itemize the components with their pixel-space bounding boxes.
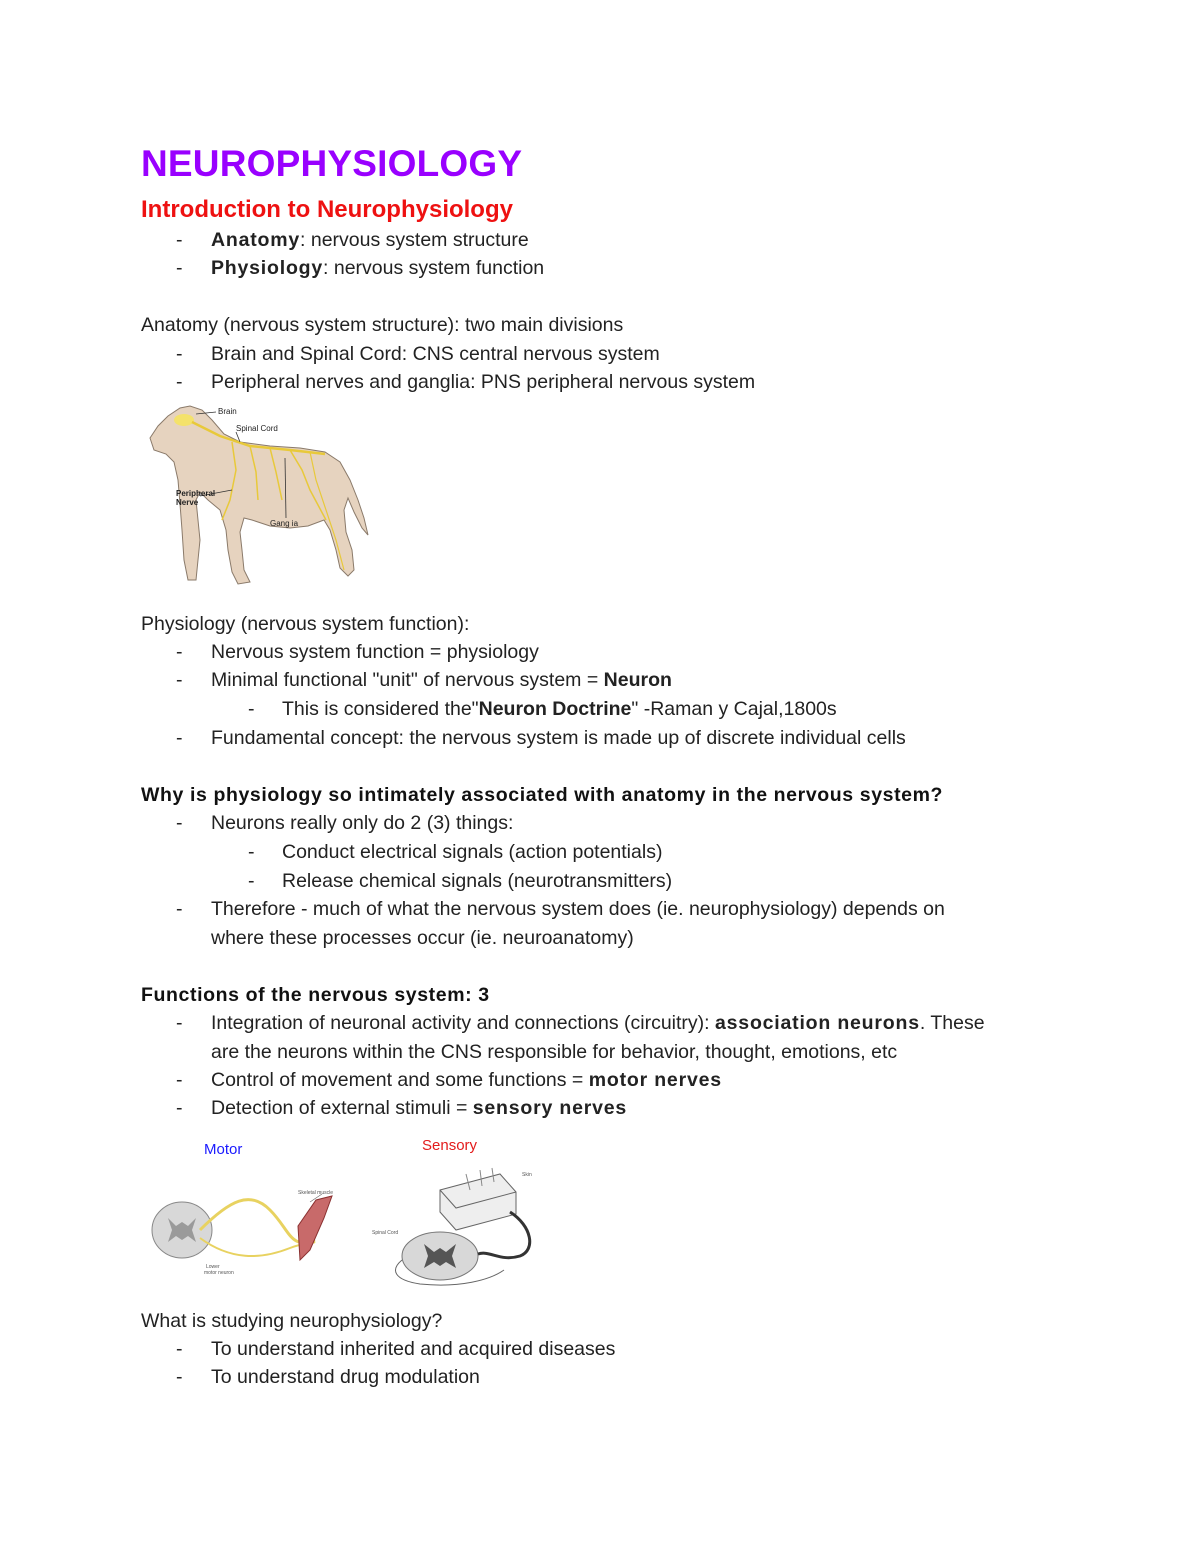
dog-label-brain: Brain [218,407,237,416]
intro-physiology-text: : nervous system function [323,257,545,279]
skeletal-muscle [298,1196,332,1260]
why-subitem-1: Conduct electrical signals (action potentials) [282,841,663,863]
intro-anatomy [211,229,529,251]
physiology-heading: Physiology (nervous system function): [141,613,470,635]
dog-label-nerve: Nerve [176,498,199,507]
bullet: - [176,343,183,365]
anatomy-item-pns: Peripheral nerves and ganglia: PNS peripheral nervous system [211,371,756,393]
functions-item-3 [211,1097,627,1119]
motor-neuron-label: motor neuron [204,1270,234,1276]
skin-label: Skin [522,1172,532,1178]
why-item-1: Neurons really only do 2 (3) things: [211,812,514,834]
intro-anatomy-text: : nervous system structure [300,229,529,251]
intro-anatomy-term: Anatomy [211,229,301,251]
why-heading: Why is physiology so intimately associated with anatomy in the nervous system? [141,784,944,806]
bullet: - [176,371,183,393]
bullet: - [176,669,183,691]
bullet: - [176,812,183,834]
bullet: - [176,641,183,663]
functions-item-1-pre: Integration of neuronal activity and connections (circuitry): [211,1012,716,1034]
why-subitem-2: Release chemical signals (neurotransmitters) [282,870,673,892]
physiology-item-2 [211,669,672,691]
why-item-2-line-2: where these processes occur (ie. neuroanatomy) [211,927,634,949]
anatomy-item-cns: Brain and Spinal Cord: CNS central nervous system [211,343,660,365]
brain-marker [174,414,194,426]
functions-item-3-bold: sensory nerves [472,1097,628,1119]
skeletal-muscle-label: Skeletal muscle [298,1190,334,1196]
functions-item-2-pre: Control of movement and some functions = [211,1069,589,1091]
studying-item-1: To understand inherited and acquired diseases [211,1338,616,1360]
bullet: - [176,1338,183,1360]
page-subtitle: Introduction to Neurophysiology [141,196,513,223]
studying-item-2: To understand drug modulation [211,1366,480,1388]
physiology-item-3: Fundamental concept: the nervous system is made up of discrete individual cells [211,727,906,749]
bullet: - [248,841,255,863]
dog-label-spinal: Spinal Cord [236,424,278,433]
sensory-label: Sensory [422,1137,478,1154]
bullet: - [176,257,183,279]
bullet: - [176,727,183,749]
functions-item-1-line-2: are the neurons within the CNS responsible for behavior, thought, emotions, etc [211,1041,898,1063]
physiology-item-1: Nervous system function = physiology [211,641,539,663]
dog-nervous-system-figure [140,400,380,590]
bullet: - [176,1012,183,1034]
functions-item-1 [211,1012,985,1034]
physiology-subitem [282,698,837,720]
bullet: - [176,229,183,251]
lower-motor-label: Lower [206,1264,220,1270]
functions-item-3-pre: Detection of external stimuli = [211,1097,473,1119]
neuron-doctrine-pre: This is considered the" [282,698,479,720]
physiology-item-2-bold: Neuron [603,669,672,691]
anatomy-heading: Anatomy (nervous system structure): two main divisions [141,314,624,336]
bullet: - [176,1097,183,1119]
functions-item-2-bold: motor nerves [588,1069,722,1091]
spinal-cord-label: Spinal Cord [372,1230,399,1236]
motor-label: Motor [204,1141,243,1158]
bullet: - [176,1366,183,1388]
functions-item-2 [211,1069,722,1091]
dog-label-peripheral: Peripheral [176,489,216,498]
dog-label-ganglia: Gang ia [270,519,299,528]
bullet: - [176,898,183,920]
intro-physiology [211,257,544,279]
physiology-item-2-text: Minimal functional "unit" of nervous system = [211,669,604,691]
functions-item-1-post: . These [919,1012,985,1034]
bullet: - [248,870,255,892]
intro-physiology-term: Physiology [211,257,324,279]
page-title: NEUROPHYSIOLOGY [141,143,523,184]
why-item-2-line-1: Therefore - much of what the nervous system does (ie. neurophysiology) depends on [211,898,945,920]
studying-heading: What is studying neurophysiology? [141,1310,443,1332]
functions-item-1-bold: association neurons [715,1012,920,1034]
bullet: - [176,1069,183,1091]
functions-heading: Functions of the nervous system: 3 [141,984,490,1006]
neuron-doctrine-post: " -Raman y Cajal,1800s [631,698,837,720]
motor-nerve-fiber [200,1200,315,1243]
bullet: - [248,698,255,720]
motor-sensory-figure [140,1130,550,1300]
neuron-doctrine-bold: Neuron Doctrine [478,698,632,720]
